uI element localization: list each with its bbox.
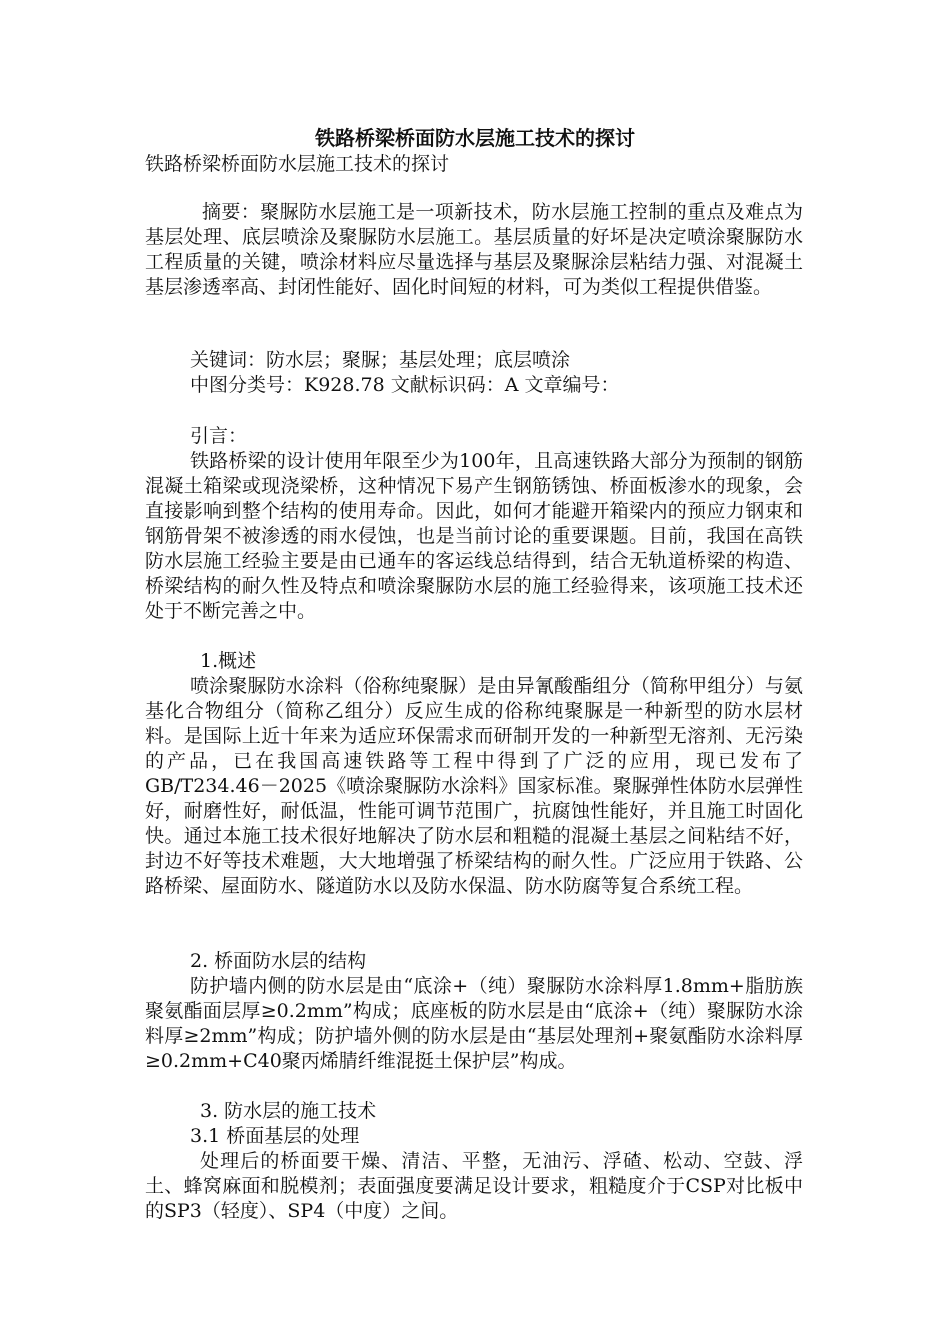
keywords-line: 关键词：防水层；聚脲；基层处理；底层喷涂	[190, 349, 571, 371]
section2-heading: 2. 桥面防水层的结构	[190, 950, 367, 972]
section1-heading: 1.概述	[200, 650, 257, 672]
document-subtitle: 铁路桥梁桥面防水层施工技术的探讨	[145, 153, 450, 175]
classification-line: 中图分类号：K928.78 文献标识码：A 文章编号：	[190, 374, 620, 396]
intro-heading: 引言：	[190, 425, 248, 447]
section31-paragraph: 处理后的桥面要干燥、清洁、平整，无油污、浮碴、松动、空鼓、浮土、蜂窝麻面和脱模剂；表面强度要满足设计要求，粗糙度介于CSP对比板中的SP3（轻度）、SP4（中度）之间。	[145, 1150, 803, 1222]
section3-heading: 3. 防水层的施工技术	[200, 1100, 377, 1122]
intro-paragraph: 铁路桥梁的设计使用年限至少为100年，且高速铁路大部分为预制的钢筋混凝土箱梁或现浇梁桥，这种情况下易产生钢筋锈蚀、桥面板渗水的现象，会直接影响到整个结构的使用寿命。因此，如何才能避开箱梁内的预应力钢束和钢筋骨架不被渗透的雨水侵蚀，也是当前讨论的重要课题。目前，我国在高铁防水层施工经验主要是由已通车的客运线总结得到，结合无轨道桥梁的构造、桥梁结构的耐久性及特点和喷涂聚脲防水层的施工经验得来，该项施工技术还处于不断完善之中。	[145, 450, 803, 622]
abstract-paragraph: 摘要：聚脲防水层施工是一项新技术，防水层施工控制的重点及难点为基层处理、底层喷涂及聚脲防水层施工。基层质量的好坏是决定喷涂聚脲防水工程质量的关键，喷涂材料应尽量选择与基层及聚脲涂层粘结力强、对混凝土基层渗透率高、封闭性能好、固化时间短的材料，可为类似工程提供借鉴。	[145, 201, 803, 298]
document-title: 铁路桥梁桥面防水层施工技术的探讨	[315, 126, 635, 150]
section1-paragraph: 喷涂聚脲防水涂料（俗称纯聚脲）是由异氰酸酯组分（简称甲组分）与氨基化合物组分（简称乙组分）反应生成的俗称纯聚脲是一种新型的防水层材料。是国际上近十年来为适应环保需求而研制开发的一种新型无溶剂、无污染的产品，已在我国高速铁路等工程中得到了广泛的应用，现已发布了GB/T234.46－2025《喷涂聚脲防水涂料》国家标准。聚脲弹性体防水层弹性好，耐磨性好，耐低温，性能可调节范围广，抗腐蚀性能好，并且施工时固化快。通过本施工技术很好地解决了防水层和粗糙的混凝土基层之间粘结不好，封边不好等技术难题，大大地增强了桥梁结构的耐久性。广泛应用于铁路、公路桥梁、屋面防水、隧道防水以及防水保温、防水防腐等复合系统工程。	[145, 675, 803, 897]
section31-heading: 3.1 桥面基层的处理	[190, 1125, 360, 1147]
section2-paragraph: 防护墙内侧的防水层是由“底涂+（纯）聚脲防水涂料厚1.8mm+脂肪族聚氨酯面层厚≥0.2mm”构成；底座板的防水层是由“底涂+（纯）聚脲防水涂料厚≥2mm”构成；防护墙外侧的防水层是由“基层处理剂+聚氨酯防水涂料厚≥0.2mm+C40聚丙烯腈纤维混挺土保护层”构成。	[145, 975, 803, 1072]
